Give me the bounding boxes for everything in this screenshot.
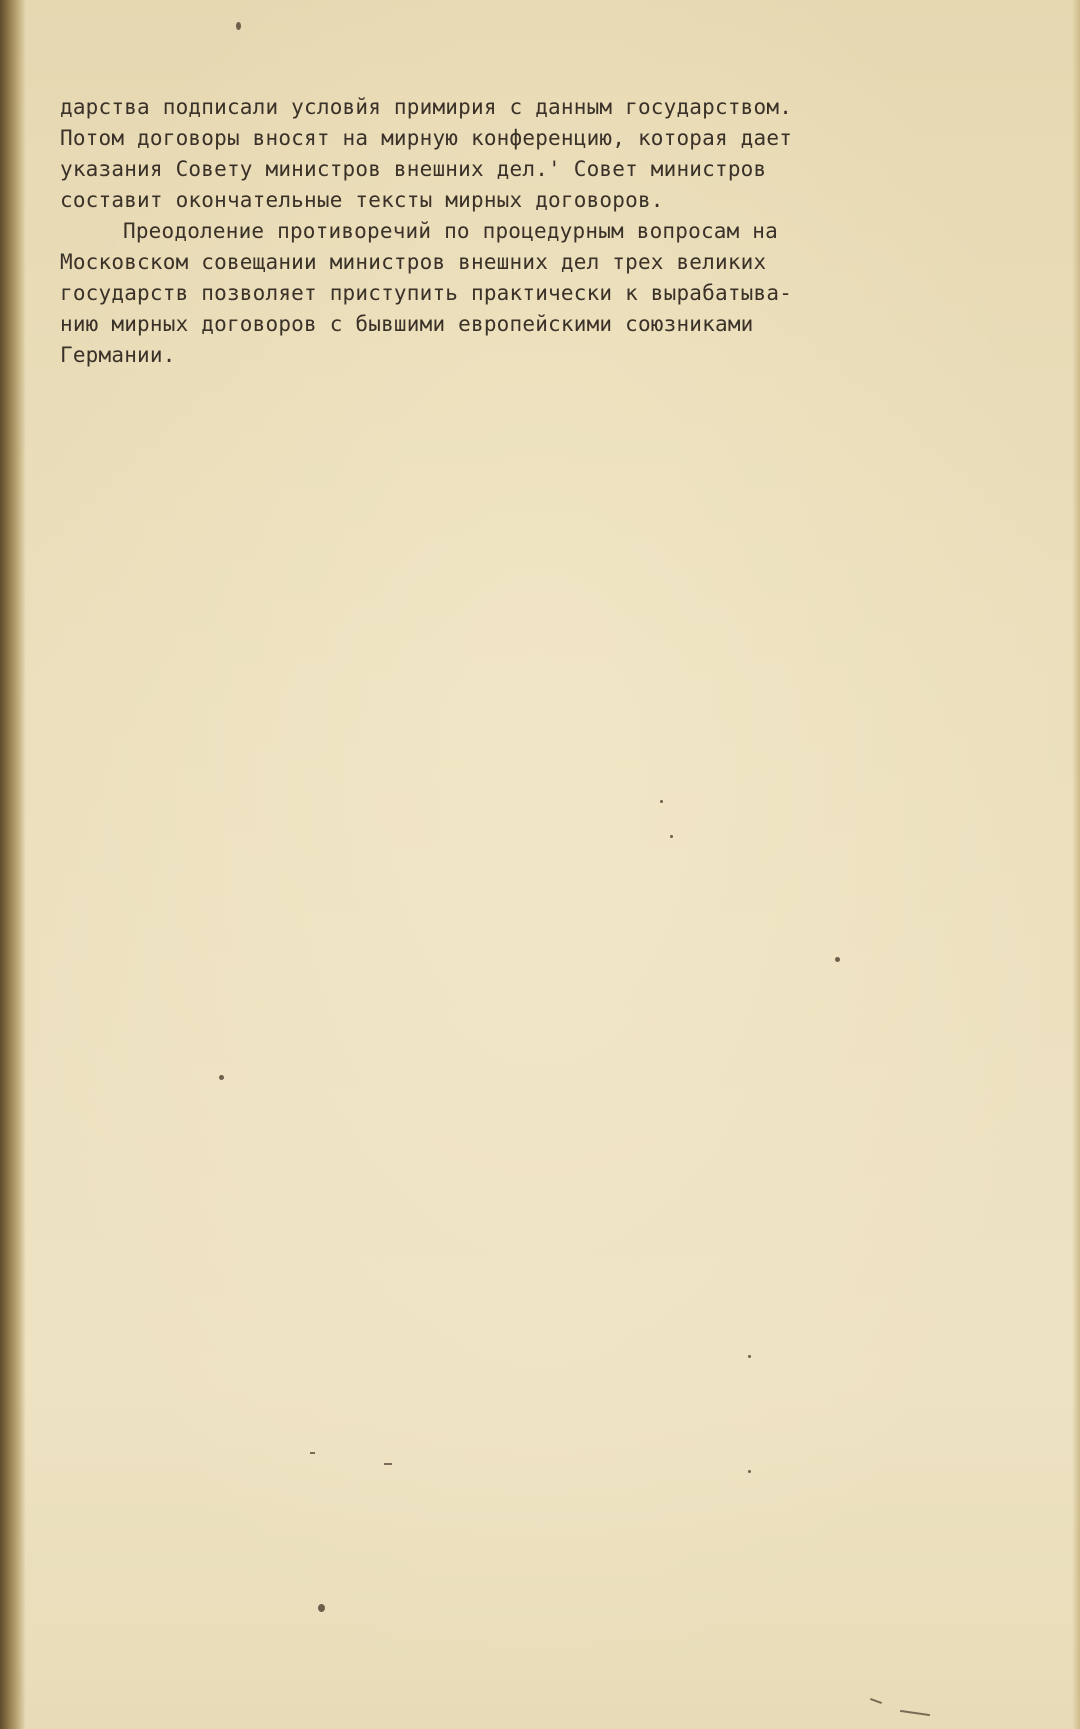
text-line: дарства подписали условйя примирия с данным государством. <box>60 95 793 119</box>
text-line: Московском совещании министров внешних дел трех великих <box>60 250 767 274</box>
text-line: нию мирных договоров с бывшими европейскими союзниками <box>60 312 754 336</box>
paper-mark <box>900 1710 930 1716</box>
paper-speck <box>835 957 840 962</box>
text-line: составит окончательные тексты мирных договоров. <box>60 188 664 212</box>
text-line: государств позволяет приступить практически к вырабатыва- <box>60 281 793 305</box>
paper-mark <box>870 1698 882 1704</box>
text-line: Потом договоры вносят на мирную конференцию, которая дает <box>60 126 793 150</box>
binding-edge <box>0 0 26 1729</box>
paper-mark <box>384 1463 392 1465</box>
paragraph-start-line: Преодоление противоречий по процедурным вопросам на <box>123 219 778 243</box>
paper-speck <box>660 800 663 803</box>
page-edge <box>1072 0 1080 1729</box>
paper-speck <box>748 1470 751 1473</box>
paper-speck <box>318 1604 325 1612</box>
paper-speck <box>219 1075 224 1080</box>
text-line: Германии. <box>60 343 176 367</box>
text-line: указания Совету министров внешних дел.' Совет министров <box>60 157 767 181</box>
paper-speck <box>236 22 241 30</box>
paper-speck <box>748 1355 751 1358</box>
paper-speck <box>670 835 673 838</box>
body-text <box>60 92 980 371</box>
paper-mark <box>310 1452 315 1454</box>
